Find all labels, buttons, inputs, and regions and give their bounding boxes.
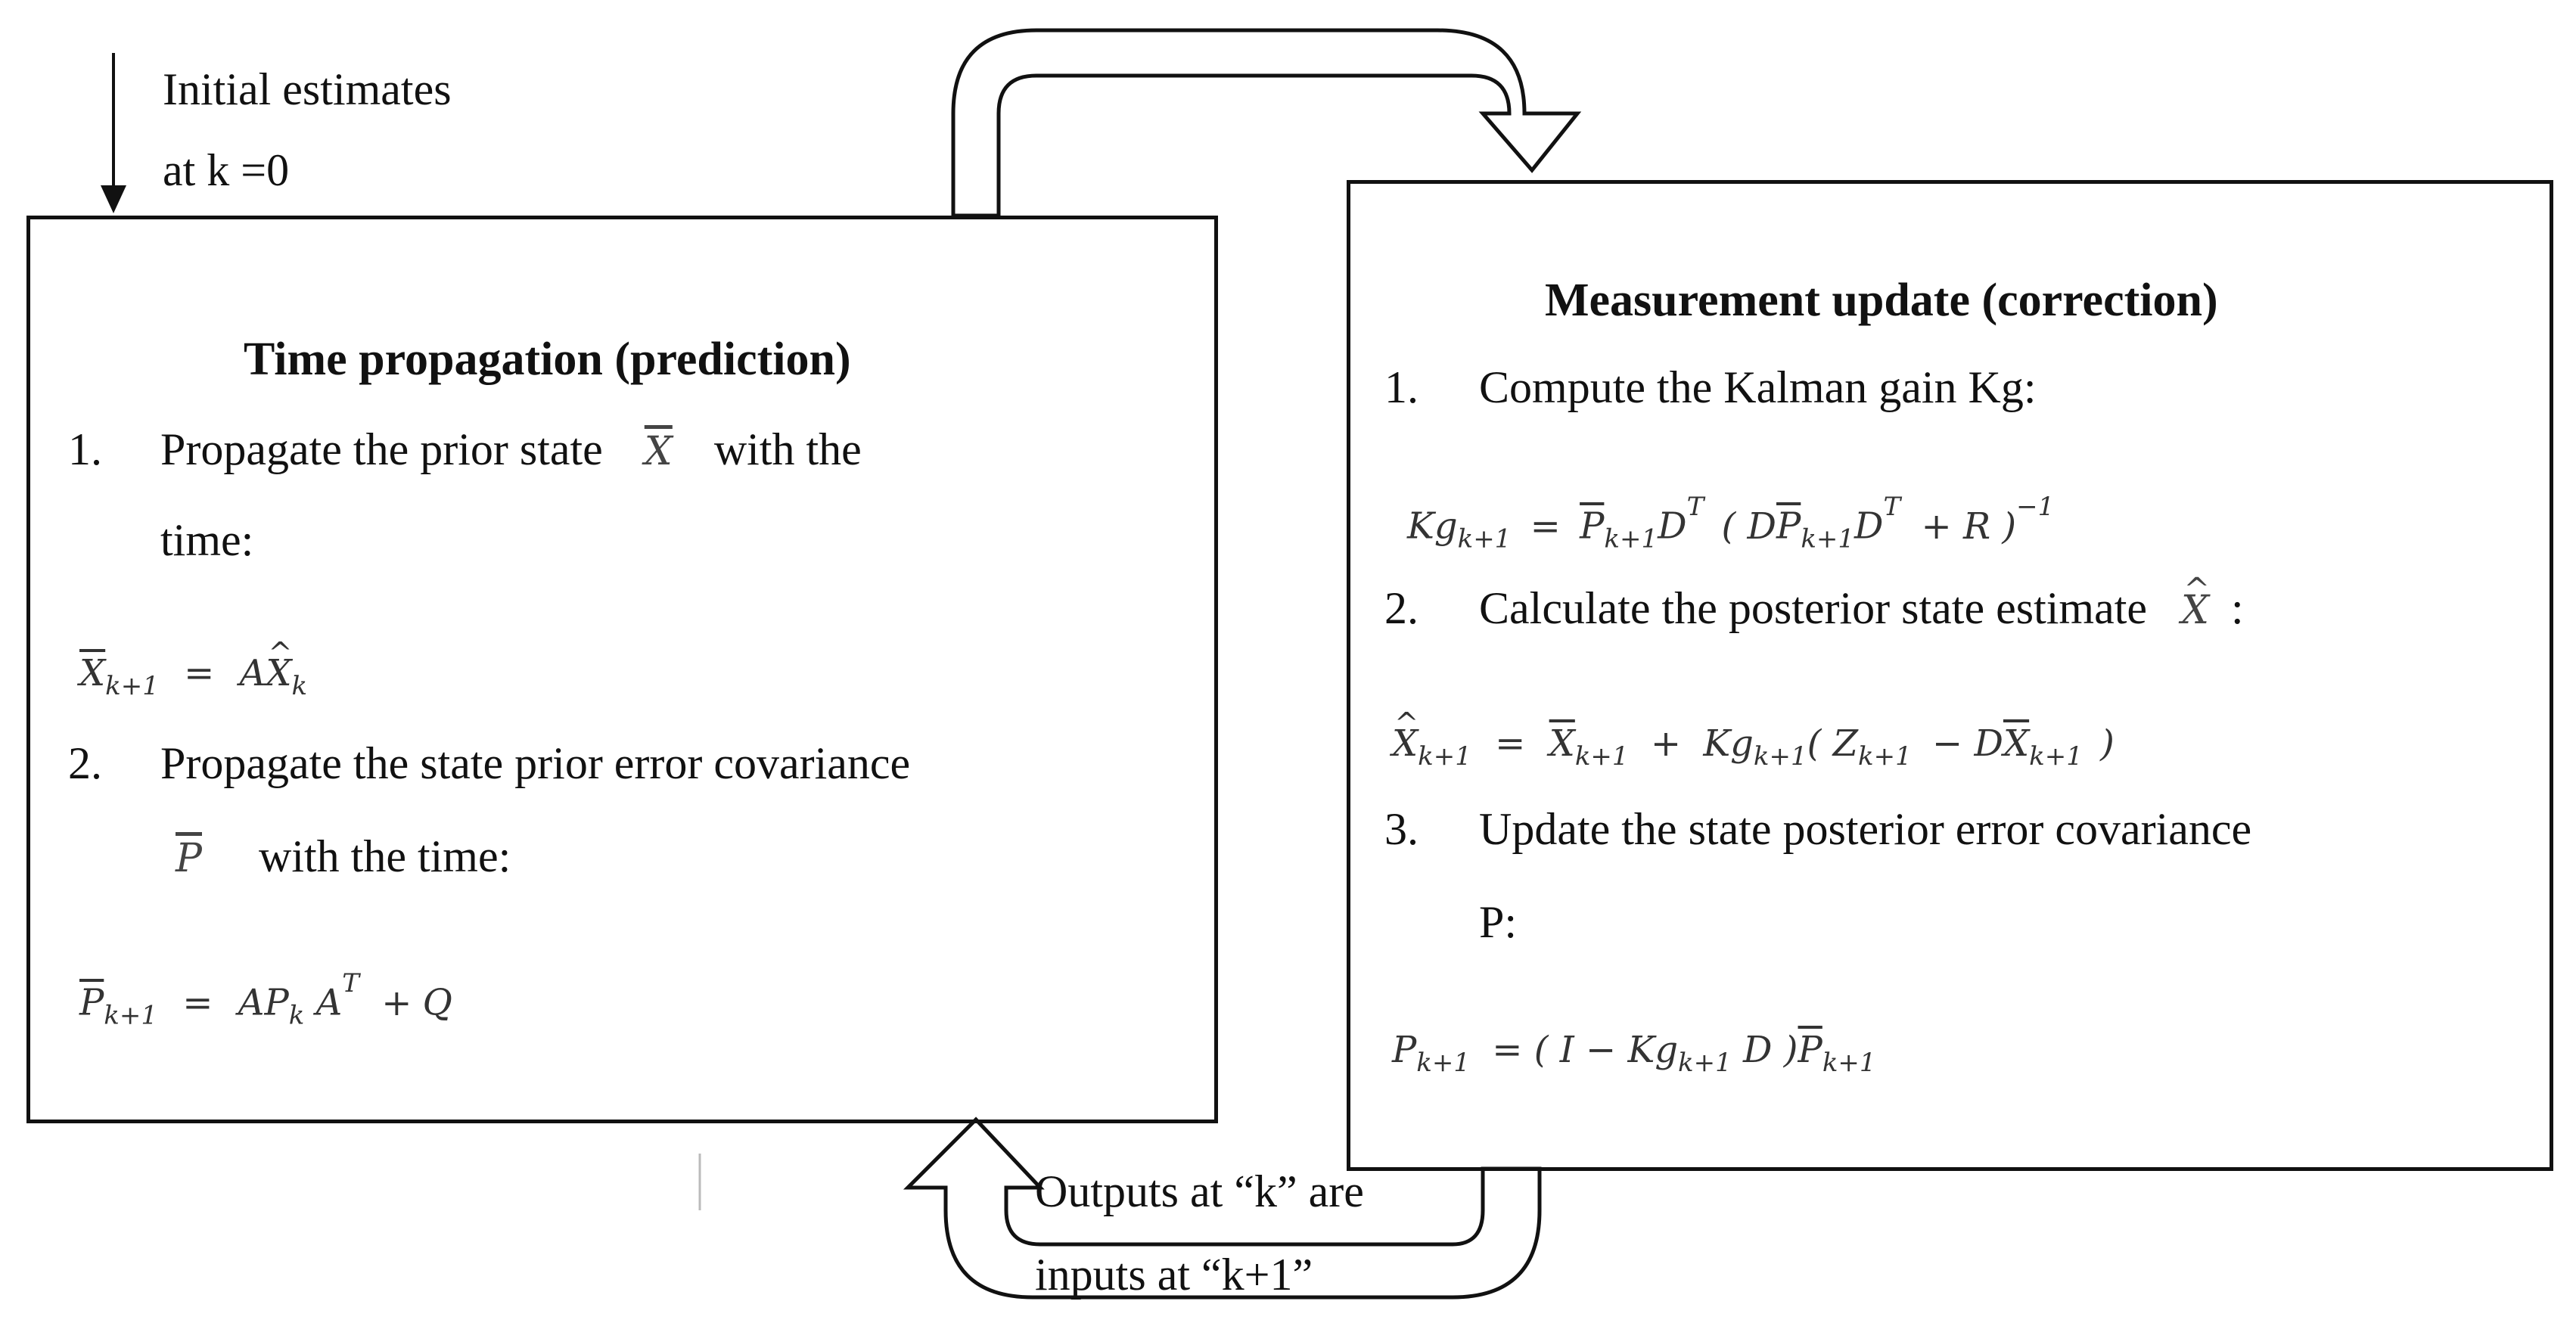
- prediction-equation-2: $\overline{P}_{k+1} = AP_k$ $A^T + Q$: [79, 968, 452, 1031]
- correction-step3-text-b: P:: [1479, 897, 1518, 947]
- correction-equation-1: $Kg_{k+1} = \overline{P}_{k+1}D^T$ ( $D\overline{P}_{k+1}D^T + R$ )$^{-1}$: [1407, 492, 2055, 554]
- initial-arrow: [101, 53, 126, 213]
- prediction-step2-number: 2.: [68, 738, 102, 788]
- prior-covariance-symbol: $\overline{P}$: [176, 836, 202, 881]
- correction-step1-number: 1.: [1384, 362, 1419, 412]
- prediction-step2-text: Propagate the state prior error covariance: [160, 738, 911, 788]
- correction-step2-text: Calculate the posterior state estimate ^ X :: [1479, 582, 2244, 635]
- prediction-step1-text-a: Propagate the prior state: [160, 424, 603, 474]
- feedback-label-line1: Outputs at “k” are: [1035, 1166, 1364, 1216]
- correction-title: Measurement update (correction): [1545, 275, 2218, 326]
- prior-state-symbol: $\overline{X}$: [644, 429, 673, 474]
- correction-step1-text: Compute the Kalman gain Kg:: [1479, 362, 2037, 412]
- correction-equation-3: $P_{k+1}$ = ( $I - Kg_{k+1}$ D )$\overline{P}_{k+1}$: [1392, 1029, 1876, 1078]
- prediction-step1-number: 1.: [68, 424, 102, 474]
- correction-step3-text: Update the state posterior error covariance: [1479, 804, 2252, 854]
- correction-equation-2: ^ $X_{k+1} = \overline{X}_{k+1} + Kg_{k+1}$( $Z_{k+1} - D\overline{X}_{k+1}$ ): [1392, 722, 2115, 772]
- prediction-step1-text: [160, 424, 862, 476]
- correction-step3-number: 3.: [1384, 804, 1419, 854]
- prediction-step1-text-c: time:: [160, 515, 254, 565]
- feedback-label-line2: inputs at “k+1”: [1035, 1250, 1313, 1300]
- prediction-step1-text-b: with the: [713, 424, 862, 474]
- initial-k-label: at k =0: [163, 145, 290, 195]
- prediction-step2-text-b: $\overline{P}$ with the time:: [176, 831, 511, 881]
- prediction-equation-1: $\overline{X}_{k+1}$ = A^ $X_k$: [79, 652, 307, 701]
- correction-box: [1347, 180, 2553, 1171]
- posterior-state-symbol: ^ X: [2181, 588, 2209, 633]
- correction-step2-number: 2.: [1384, 583, 1419, 633]
- prediction-title: Time propagation (prediction): [244, 334, 851, 385]
- initial-estimates-label: Initial estimates: [163, 64, 452, 114]
